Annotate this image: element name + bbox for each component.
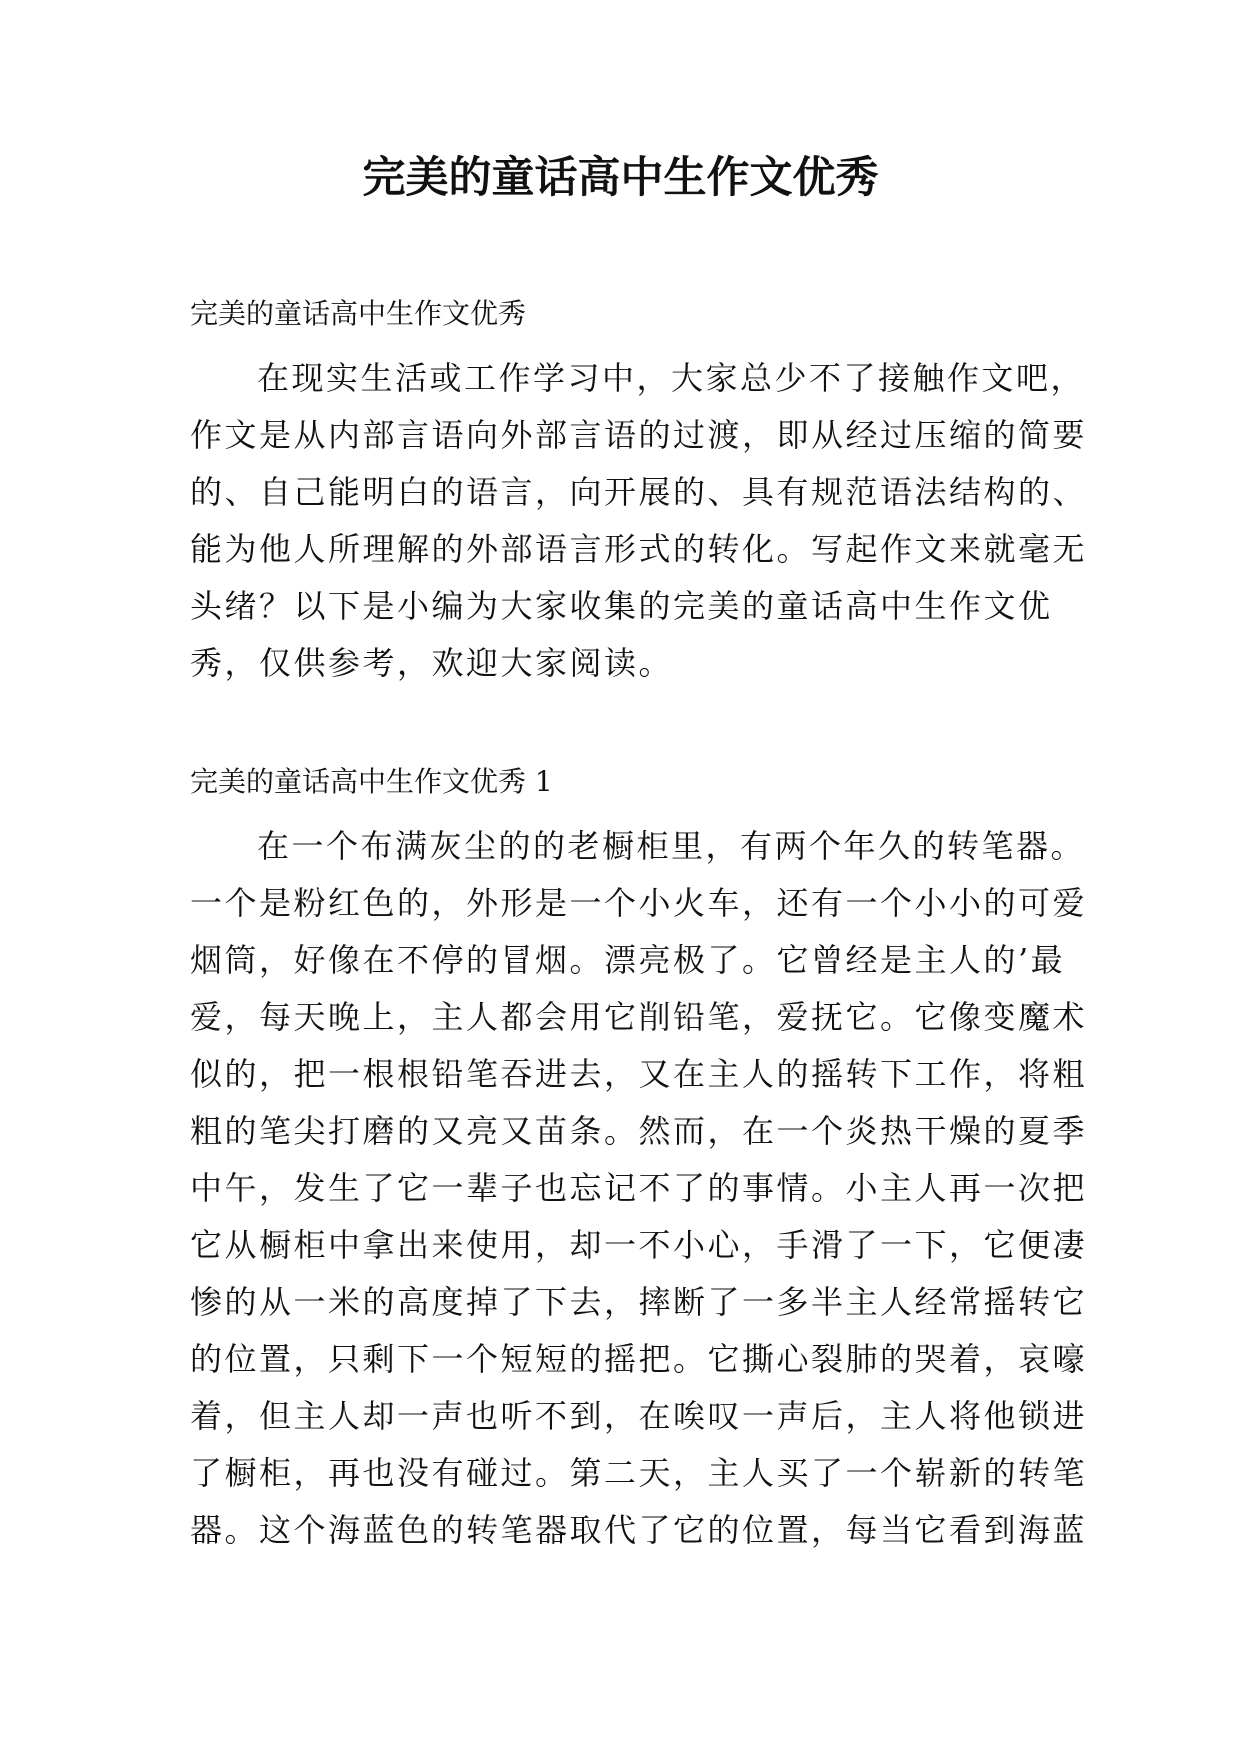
paragraph-line: 秀，仅供参考，欢迎大家阅读。: [190, 644, 674, 682]
paragraph-line: 似的，把一根根铅笔吞进去，又在主人的摇转下工作，将粗: [190, 1055, 1088, 1093]
paragraph-line: 在现实生活或工作学习中，大家总少不了接触作文吧，: [257, 359, 1086, 397]
paragraph-line: 惨的从一米的高度掉了下去，摔断了一多半主人经常摇转它: [190, 1283, 1088, 1321]
paragraph-line: 的位置，只剩下一个短短的摇把。它撕心裂肺的哭着，哀嚎: [190, 1340, 1088, 1378]
paragraph-line: 了橱柜，再也没有碰过。第二天，主人买了一个崭新的转笔: [190, 1454, 1088, 1492]
paragraph-line: 爱，每天晚上，主人都会用它削铅笔，爱抚它。它像变魔术: [190, 998, 1088, 1036]
paragraph-line: 作文是从内部言语向外部言语的过渡，即从经过压缩的简要: [190, 416, 1088, 454]
paragraph-line: 粗的笔尖打磨的又亮又苗条。然而，在一个炎热干燥的夏季: [190, 1112, 1088, 1150]
paragraph-line: 中午，发生了它一辈子也忘记不了的事情。小主人再一次把: [190, 1169, 1088, 1207]
paragraph-line: 着，但主人却一声也听不到，在唉叹一声后，主人将他锁进: [190, 1397, 1088, 1435]
intro-paragraph: [190, 350, 1088, 692]
paragraph-line: 它从橱柜中拿出来使用，却一不小心，手滑了一下，它便凄: [190, 1226, 1088, 1264]
paragraph-line: 一个是粉红色的，外形是一个小火车，还有一个小小的可爱: [190, 884, 1088, 922]
section-heading-intro: 完美的童话高中生作文优秀: [190, 297, 527, 330]
paragraph-line: 烟筒，好像在不停的冒烟。漂亮极了。它曾经是主人的’最: [190, 941, 1066, 979]
section-heading-essay-1: 完美的童话高中生作文优秀 1: [190, 765, 553, 798]
paragraph-line: 的、自己能明白的语言，向开展的、具有规范语法结构的、: [190, 473, 1088, 511]
paragraph-line: 器。这个海蓝色的转笔器取代了它的位置，每当它看到海蓝: [190, 1511, 1088, 1549]
paragraph-line: 头绪？以下是小编为大家收集的完美的童话高中生作文优: [190, 587, 1053, 625]
document-title: 完美的童话高中生作文优秀: [362, 153, 879, 203]
paragraph-line: 在一个布满灰尘的的老橱柜里，有两个年久的转笔器。: [257, 827, 1086, 865]
essay-1-paragraph: [190, 818, 1088, 1559]
paragraph-line: 能为他人所理解的外部语言形式的转化。写起作文来就毫无: [190, 530, 1088, 568]
